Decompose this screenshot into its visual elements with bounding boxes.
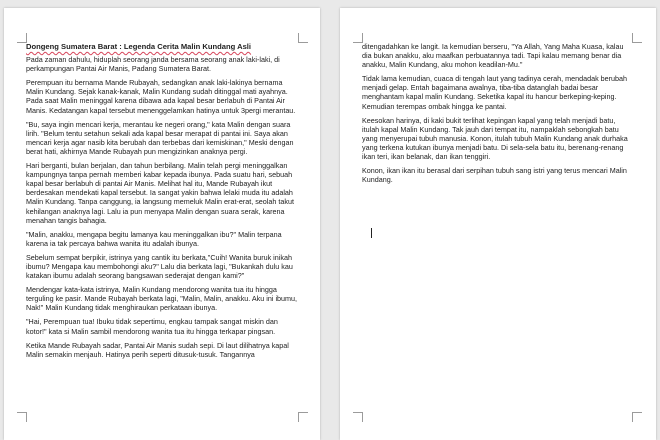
paragraph: Mendengar kata-kata istrinya, Malin Kundang mendorong wanita tua itu hingga terguling ke pasir. Mande Rubayah berkata lagi, "Malin, Malin, anakku. Aku ini ibumu, Nak!" Malin Kundang tidak menghiraukan perkataan ibunya. xyxy=(26,285,298,313)
margin-mark-bottom-left xyxy=(17,412,27,422)
text-cursor xyxy=(371,228,372,238)
paragraph: Hari berganti, bulan berjalan, dan tahun berbilang. Malin telah pergi meninggalkan kampungnya tanpa pernah memberi kabar kepada ibunya. Pada suatu hari, sebuah kapal besar berlabuh di pantai Air Manis. Melihat hal itu, Mande Rubayah ikut berdesakan mendekati kapal tersebut. Ia sangat yakin bahwa lelaki muda itu adalah Malin Kundang. Tanpa canggung, ia langsung memeluk Malin erat-erat, seolah takut kehilangan anaknya lagi. Lalu ia pun menyapa Malin dengan suara serak, karena menahan tangis bahagia. xyxy=(26,161,294,225)
paragraph: Tidak lama kemudian, cuaca di tengah laut yang tadinya cerah, mendadak berubah menjadi gelap. Entah bagaimana awalnya, tiba-tiba datanglah badai besar menghantam kapal malin Kundang. Seketika kapal itu hancur berkeping-keping. Kemudian terempas ombak hingga ke pantai. xyxy=(362,74,628,111)
margin-mark-top-right xyxy=(298,33,308,43)
paragraph: Keesokan harinya, di kaki bukit terlihat kepingan kapal yang telah menjadi batu, itulah kapal Malin Kundang. Tak jauh dari tempat itu, nampaklah sebongkah batu yang menyerupai tubuh manusia. Konon, itulah tubuh Malin Kundang anak durhaka yang terkena kutukan ibunya menjadi batu. Di sela-sela batu itu, berenang-renang ikan teri, ikan belanak, dan ikan tenggiri. xyxy=(362,115,628,162)
paragraph: "Hai, Perempuan tua! Ibuku tidak sepertimu, engkau tampak sangat miskin dan kotor!" kata si Malin sambil mendorong wanita tua itu hingga terkapar pingsan. xyxy=(26,317,278,336)
paragraph: Konon, ikan ikan itu berasal dari serpihan tubuh sang istri yang terus mencari Malin Kundang. xyxy=(362,166,627,185)
paragraph: Pada zaman dahulu, hiduplah seorang janda bersama seorang anak laki-laki, di perkampungan Pantai Air Manis, Padang Sumatera Barat. xyxy=(26,55,280,74)
document-page-1[interactable] xyxy=(4,8,320,440)
paragraph: Sebelum sempat berpikir, istrinya yang cantik itu berkata,"Cuih! Wanita buruk inikah ibumu? Mengapa kau membohongi aku?" Lalu dia berkata lagi, "Bukankah dulu kau katakan ibumu adalah seorang bangsawan sederajat dengan kami?" xyxy=(26,252,293,281)
paragraph: "Bu, saya ingin mencari kerja, merantau ke negeri orang," kata Malin dengan suara lirih. "Belum tentu setahun sekali ada kapal besar merapat di pantai ini. Saya akan mencari kerja agar nasib kita berubah dan terbebas dari kemiskinan," Meski dengan berat hati, akhirnya Mande Rubayah pun mengizinkan anaknya pergi. xyxy=(26,119,294,156)
margin-mark-bottom-left xyxy=(353,412,363,422)
margin-mark-bottom-right xyxy=(298,412,308,422)
paragraph: "Malin, anakku, mengapa begitu lamanya kau meninggalkan ibu?" Malin terpana karena ia tak percaya bahwa wanita itu adalah ibunya. xyxy=(26,229,282,248)
margin-mark-top-right xyxy=(632,33,642,43)
paragraph: ditengadahkan ke langit. Ia kemudian berseru, "Ya Allah, Yang Maha Kuasa, kalau dia bukan anakku, aku maafkan perbuatannya tadi. Tapi kalau memang benar dia anakku, Malin Kundang, aku mohon keadilan-Mu." xyxy=(362,42,624,70)
paragraph: Perempuan itu bernama Mande Rubayah, sedangkan anak laki-lakinya bernama Malin Kundang. Sejak kanak-kanak, Malin Kundang sudah ditinggal mati ayahnya. Pada saat Malin meninggal karena dibawa ada kapal besar berlabuh di Pantai Air Manis. Kedatangan kapal tersebut menenggelamkan hatinya untuk 3pergi merantau. xyxy=(26,78,296,115)
page-1-text[interactable] xyxy=(26,42,298,364)
paragraph: Ketika Mande Rubayah sadar, Pantai Air Manis sudah sepi. Di laut dilihatnya kapal Malin semakin menjauh. Hatinya perih seperti ditusuk-tusuk. Tangannya xyxy=(26,340,289,359)
page-2-text[interactable] xyxy=(362,42,632,189)
margin-mark-bottom-right xyxy=(632,412,642,422)
document-page-2[interactable] xyxy=(340,8,656,440)
document-title: Dongeng Sumatera Barat : Legenda Cerita Malin Kundang Asli xyxy=(26,42,252,51)
